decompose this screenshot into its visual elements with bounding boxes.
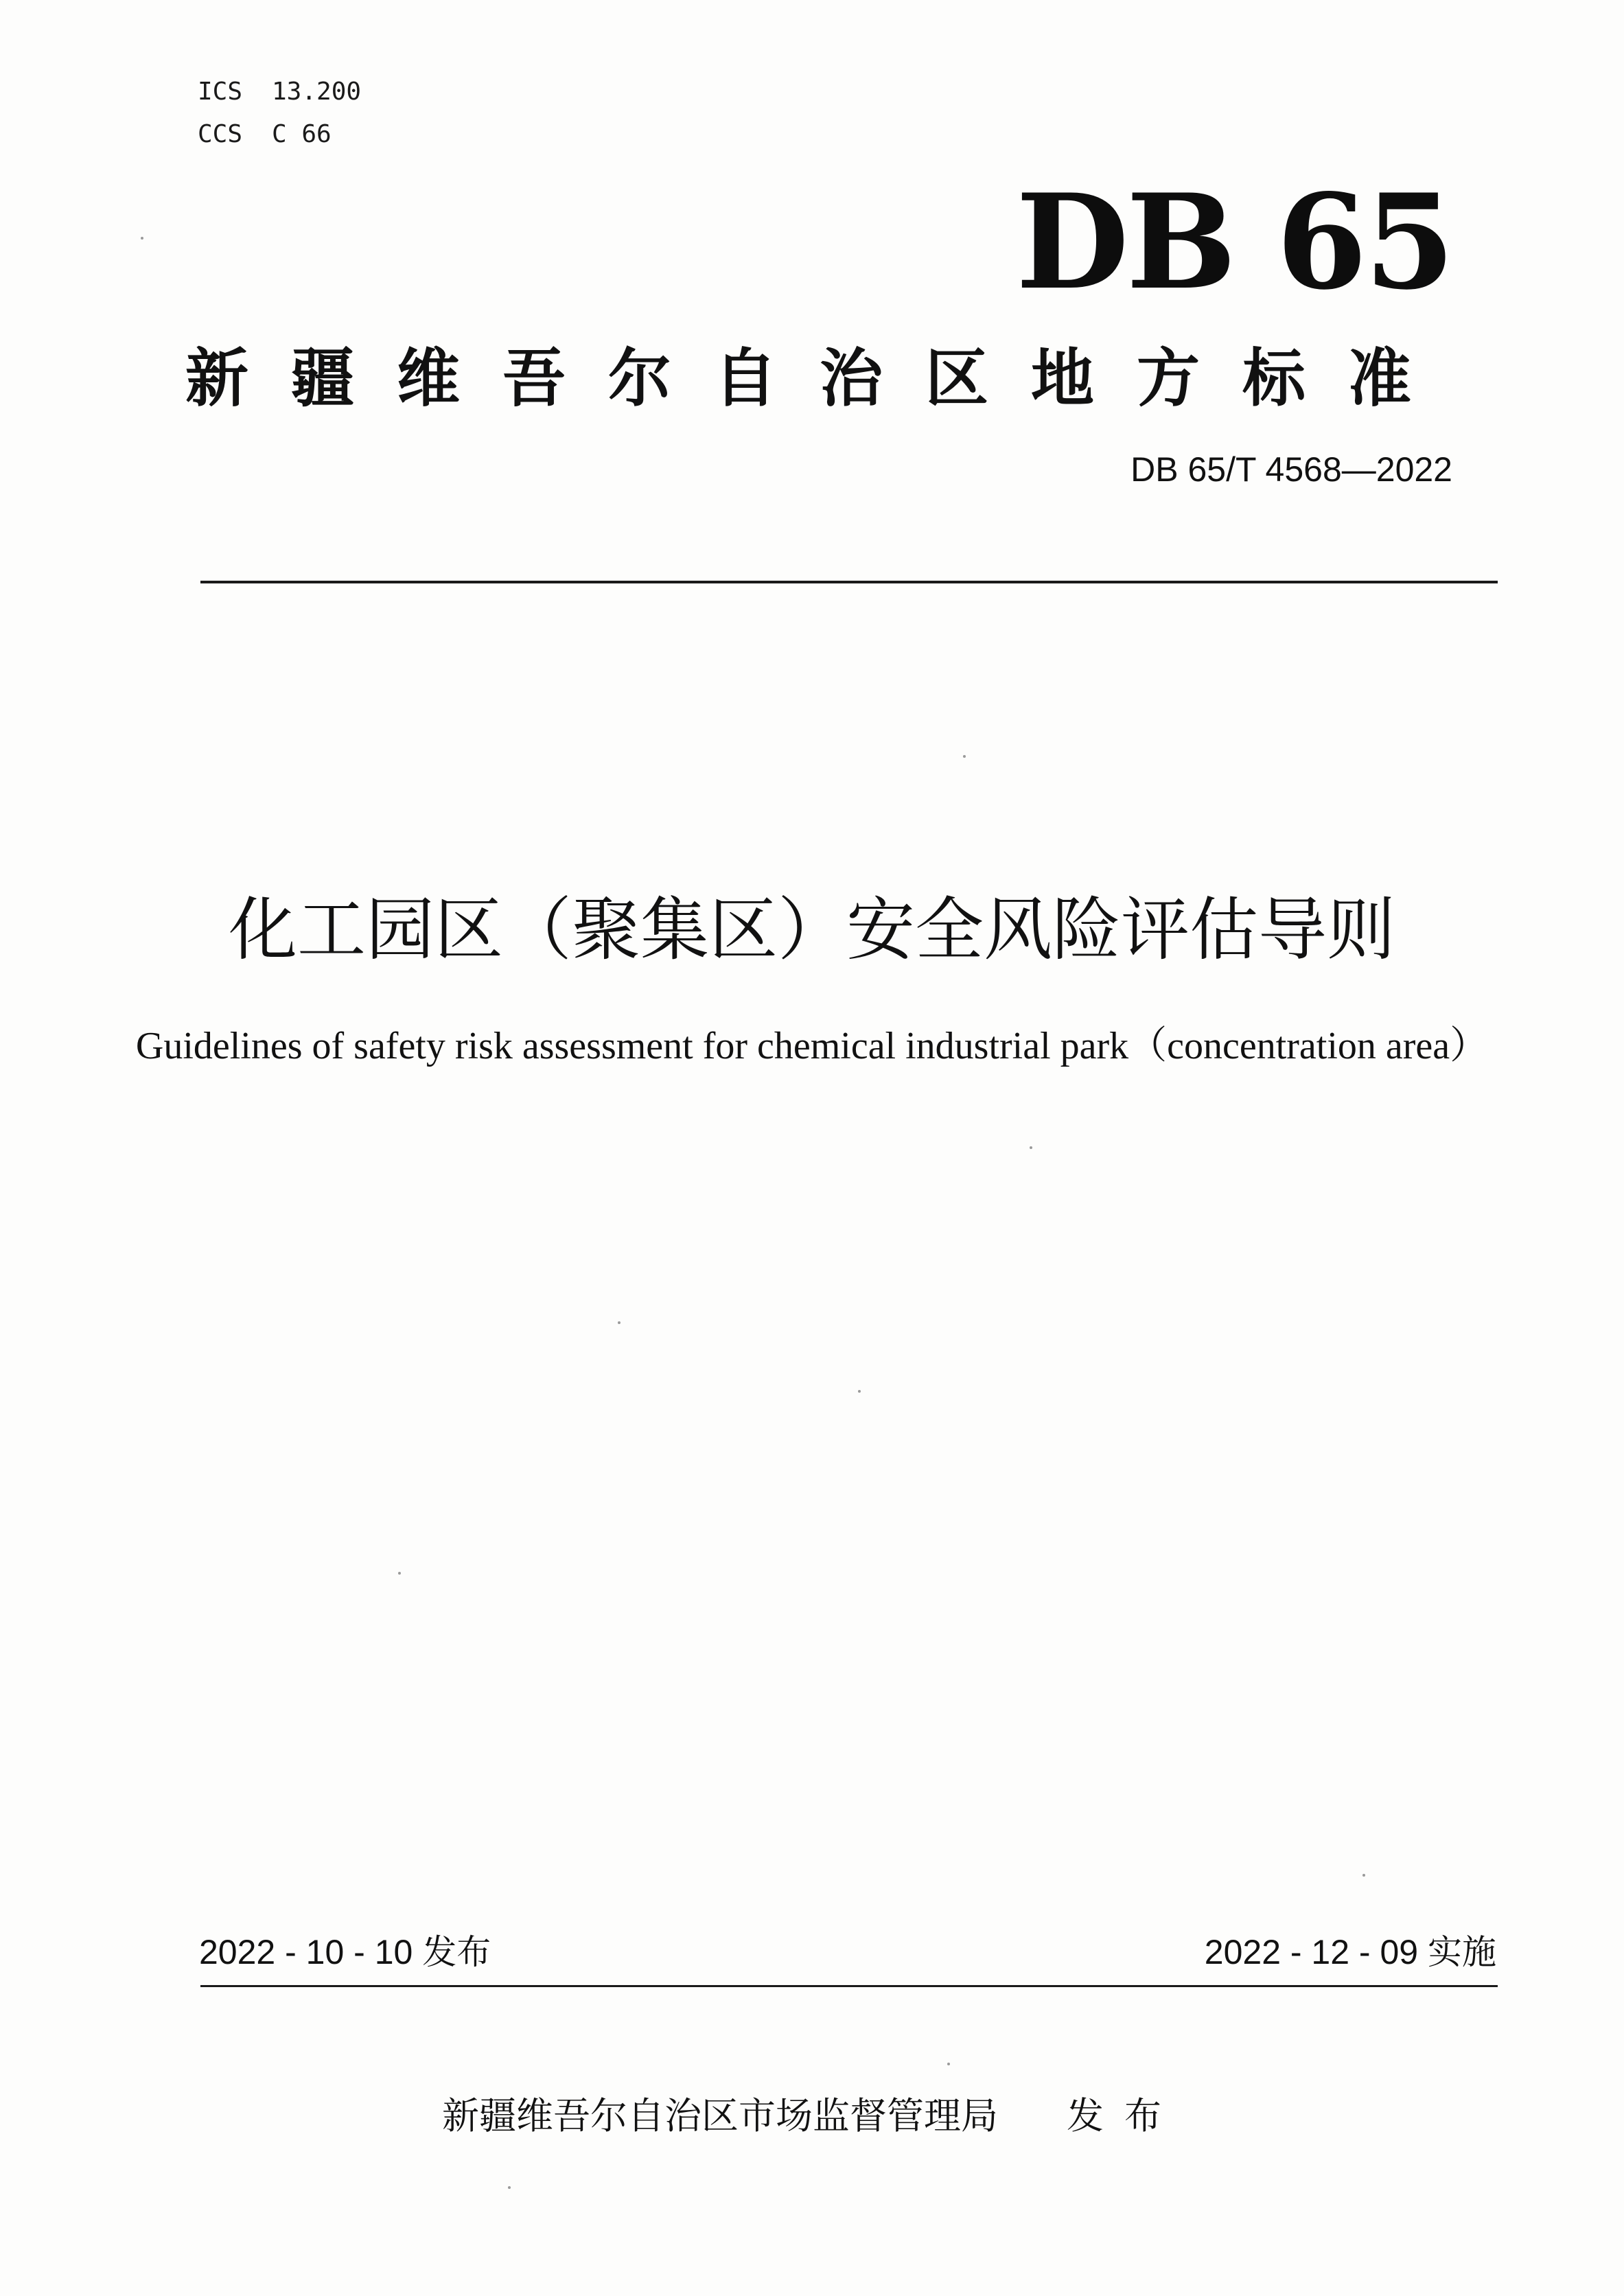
scan-speck [508,2186,511,2189]
standard-number: DB 65/T 4568—2022 [1130,450,1452,489]
ics-label: ICS [198,78,243,106]
scan-speck [963,755,966,758]
top-divider [200,581,1498,583]
scan-speck [618,1321,620,1324]
publisher-action: 发布 [1067,2094,1182,2137]
scan-speck [398,1572,401,1575]
publisher-name: 新疆维吾尔自治区市场监督管理局 [442,2094,998,2137]
scan-speck [141,237,143,240]
bottom-divider [200,1985,1498,1987]
ics-value: 13.200 [272,78,362,106]
publisher-line [0,2092,1624,2140]
authority-title: 新疆维吾尔自治区地方标准 [185,342,1454,415]
ics-classification [198,76,361,108]
scan-speck [1030,1146,1032,1149]
db65-logo: DB 65 [1016,165,1452,318]
document-title-english: Guidelines of safety risk assessment for chemical industrial park（concentration area） [135,1025,1489,1067]
scan-speck [947,2063,950,2065]
ccs-classification [198,118,332,151]
implementation-date: 2022 - 12 - 09 实施 [1204,1933,1496,1971]
issue-date: 2022 - 10 - 10 发布 [199,1933,491,1971]
scan-speck [858,1390,861,1393]
document-title-chinese: 化工园区（聚集区）安全风险评估导则 [229,890,1395,970]
ccs-value: C 66 [272,120,332,148]
ccs-label: CCS [198,120,243,148]
scan-speck [1362,1874,1365,1877]
